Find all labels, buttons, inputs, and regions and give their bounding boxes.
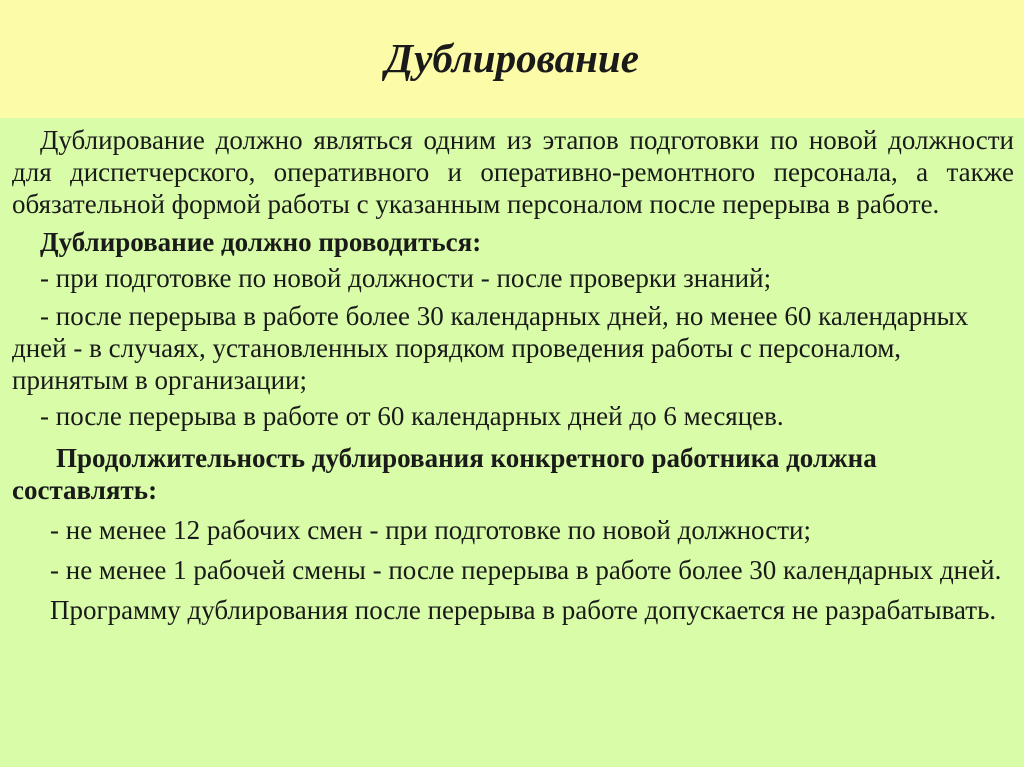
- conduct-item-60-days-6-months: - после перерыва в работе от 60 календарных дней до 6 месяцев.: [40, 401, 784, 431]
- duration-item-1-shift: - не менее 1 рабочей смены - после перерыва в работе более 30 календарных дней.: [50, 555, 1002, 585]
- conduct-item-new-position: - при подготовке по новой должности - после проверки знаний;: [40, 263, 772, 293]
- conduct-item-30-60-days: - после перерыва в работе более 30 календарных дней, но менее 60 календарных дней - в случаях, установленных порядком проведения работы с персоналом, принятым в организации;: [12, 301, 969, 395]
- duration-heading: Продолжительность дублирования конкретного работника должна составлять:: [12, 443, 877, 505]
- slide-content: [12, 124, 1014, 626]
- intro-paragraph: Дублирование должно являться одним из этапов подготовки по новой должности для диспетчерского, оперативного и оперативно-ремонтного персонала, а также обязательной формой работы с указанным персоналом после перерыва в работе.: [12, 125, 1014, 219]
- closing-paragraph: Программу дублирования после перерыва в работе допускается не разрабатывать.: [50, 595, 997, 625]
- conduct-heading: Дублирование должно проводиться:: [40, 227, 482, 257]
- slide-title: Дублирование: [385, 35, 639, 81]
- duration-item-12-shifts: - не менее 12 рабочих смен - при подготовке по новой должности;: [50, 515, 811, 545]
